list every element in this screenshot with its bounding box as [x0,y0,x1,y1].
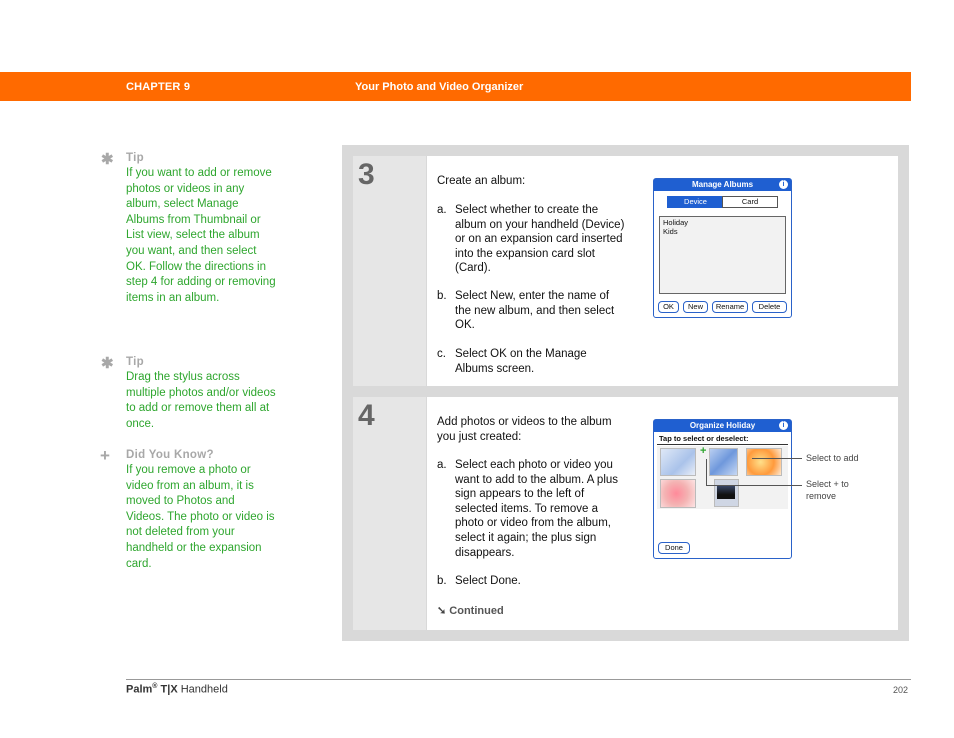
delete-button[interactable]: Delete [752,301,787,313]
list-item-label: b. [437,290,447,302]
step-number: 3 [358,158,375,191]
asterisk-icon: ✱ [101,355,114,372]
continued-link[interactable] [437,604,504,617]
list-item-text: Select Done. [455,575,521,587]
screen-instruction: Tap to select or deselect: [659,434,749,443]
chapter-label: CHAPTER 9 [126,81,191,93]
screen-title: Manage Albums [691,180,754,189]
list-item [437,289,627,334]
footer-brand: Palm [126,683,153,696]
divider [657,444,788,445]
photo-thumbnail[interactable] [660,479,696,508]
ok-button[interactable]: OK [658,301,679,313]
callout-line [706,459,707,485]
list-item [437,203,627,275]
list-item[interactable]: Kids [663,227,678,236]
photo-thumbnail[interactable] [660,448,696,476]
plus-icon: + [700,445,707,457]
plus-icon: + [100,446,110,465]
list-item-label: a. [437,204,447,216]
rename-button[interactable]: Rename [712,301,748,313]
screen-title-bar [654,179,791,191]
list-item[interactable]: Holiday [663,218,689,227]
photo-thumbnail[interactable] [709,448,738,476]
info-icon[interactable]: i [779,421,788,430]
sidebar-did-you-know-heading: Did You Know? [126,449,214,461]
page-number: 202 [893,685,909,695]
footer-product [126,683,228,696]
list-item-text: Select each photo or video you want to add to the album. A plus sign appears to the left of selected items. To remove a photo or video from the album, select it again; the plus sign disappears. [455,459,619,559]
card-segment-button[interactable]: Card [722,196,778,208]
continued-label: Continued [449,605,504,617]
chapter-title: Your Photo and Video Organizer [355,81,524,93]
list-item [437,574,627,590]
list-item-label: b. [437,575,447,587]
photo-thumbnail[interactable] [746,448,782,476]
video-thumbnail[interactable] [714,479,739,507]
list-item-text: Select New, enter the name of the new album, and then select OK. [455,290,615,332]
callout-line [752,458,802,459]
album-list [659,216,786,294]
sidebar-tip-heading: Tip [126,356,144,368]
footer-model: T|X [160,683,178,696]
callout-select-to-add: Select to add [806,453,859,463]
done-button[interactable]: Done [658,542,690,554]
new-button[interactable]: New [683,301,708,313]
continued-arrow-icon: ➘ [437,605,447,617]
list-item [437,458,627,563]
screen-title-bar [654,420,791,432]
footer-product-name: Handheld [180,683,228,696]
step-intro: Add photos or videos to the album you just created: [437,416,612,443]
organize-album-screen [653,419,792,559]
sidebar-tip-body: If you want to add or remove photos or videos in any album, select Manage Albums from Thumbnail or List view, select the album you want, and then select OK. Follow the directions in step 4 for adding or removing items in an album. [126,167,276,304]
asterisk-icon: ✱ [101,151,114,168]
step-number: 4 [358,399,375,432]
device-segment-button[interactable]: Device [667,196,724,208]
manage-albums-screen [653,178,792,318]
screen-title: Organize Holiday [689,421,756,430]
info-icon[interactable]: i [779,180,788,189]
list-item-text: Select whether to create the album on your handheld (Device) or on an expansion card inserted into the expansion card slot (Card). [455,204,625,275]
sidebar-tip-heading: Tip [126,152,144,164]
callout-select-plus-to-remove: Select + to remove [806,479,849,501]
sidebar-tip-body: Drag the stylus across multiple photos and/or videos to add or remove them all at once. [126,371,276,430]
callout-line [706,485,802,486]
sidebar-did-you-know-body: If you remove a photo or video from an album, it is moved to Photos and Videos. The photo or video is not deleted from your handheld or the expansion card. [126,464,275,570]
list-item-text: Select OK on the Manage Albums screen. [455,348,587,375]
step-intro: Create an album: [437,175,526,187]
footer-rule [126,679,911,680]
list-item [437,347,627,377]
list-item-label: c. [437,348,446,360]
list-item-label: a. [437,459,447,471]
registered-mark: ® [152,683,158,690]
